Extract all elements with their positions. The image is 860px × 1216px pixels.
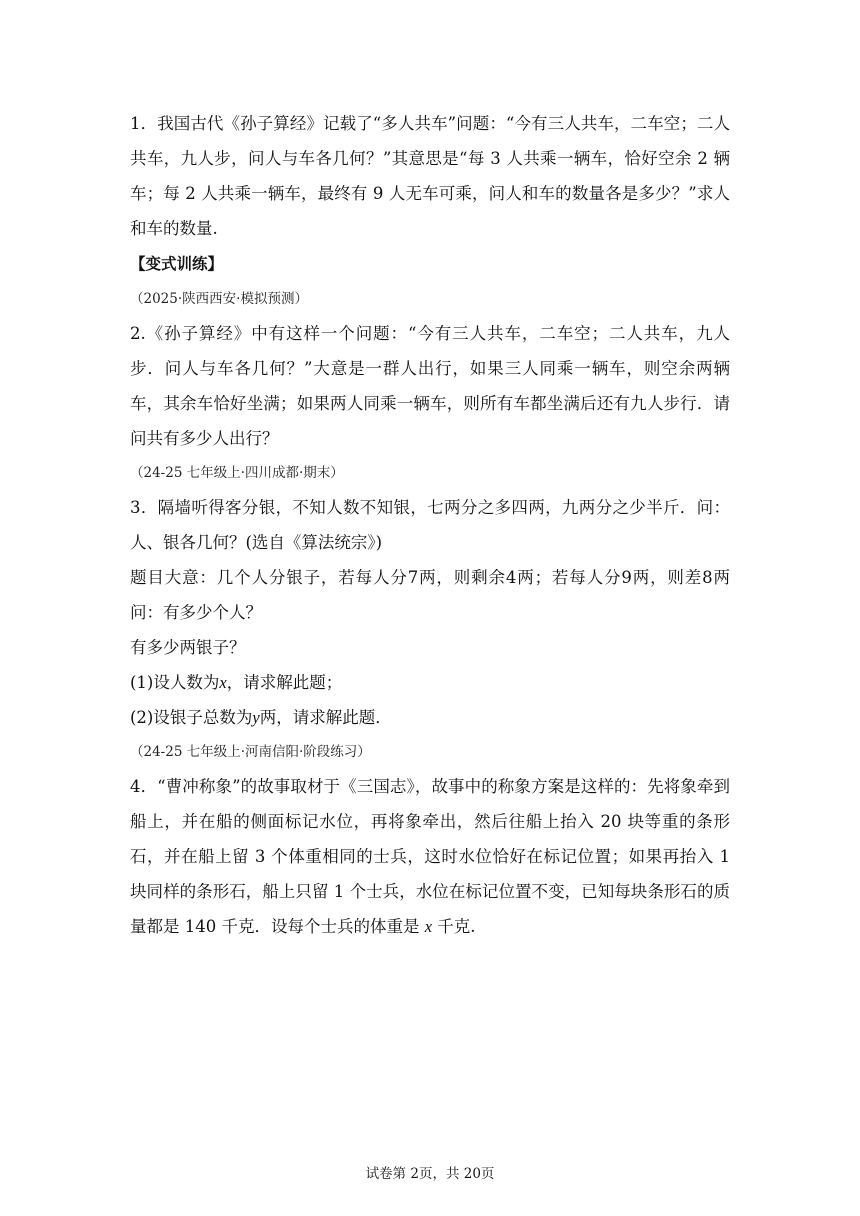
question-3-subquestion-1 bbox=[130, 665, 730, 700]
question-3: 3．隔墙听得客分银，不知人数不知银，七两分之多四两，九两分之少半斤．问：人、银各几何？(选自《算法统宗》) bbox=[130, 498, 730, 552]
section-heading-variant-training: 【变式训练】 bbox=[130, 254, 224, 273]
document-body bbox=[130, 106, 730, 944]
sub2-suffix: 两，请求解此题． bbox=[259, 708, 392, 727]
variable-x-q4: x bbox=[424, 917, 433, 936]
variable-y: y bbox=[252, 708, 260, 727]
question-2-source: （2025·陕西西安·模拟预测） bbox=[130, 291, 308, 307]
question-3-source: （24-25 七年级上·四川成都·期末） bbox=[130, 465, 344, 481]
sub2-prefix: (2)设银子总数为 bbox=[130, 708, 253, 727]
sub1-prefix: (1)设人数为 bbox=[130, 673, 220, 692]
question-4-text-end: 千克. bbox=[432, 917, 476, 936]
question-4 bbox=[130, 769, 730, 944]
question-4-text: 4．“曹冲称象”的故事取材于《三国志》，故事中的称象方案是这样的：先将象牵到船上，并在船的侧面标记水位，再将象牵出，然后往船上抬入 20 块等重的条形石，并在船上留 3 个体重相同的士兵，这时水位恰好在标记位置；如果再抬入 1 块同样的条形石，船上只留 1 个士兵，水位在标记位置不变，已知每块条形石的质量都是 140 千克．设每个士兵的体重是 bbox=[130, 777, 730, 936]
question-4-source: （24-25 七年级上·河南信阳·阶段练习） bbox=[130, 744, 371, 760]
question-3-meaning-continued: 有多少两银子？ bbox=[130, 638, 246, 657]
sub1-suffix: ，请求解此题； bbox=[226, 673, 343, 692]
question-2: 2.《孙子算经》中有这样一个问题：“今有三人共车，二车空；二人共车，九人步．问人与车各几何？”大意是一群人出行，如果三人同乘一辆车，则空余两辆车，其余车恰好坐满；如果两人同乘一辆车，则所有车都坐满后还有九人步行．请问共有多少人出行？ bbox=[130, 324, 730, 448]
question-3-subquestion-2 bbox=[130, 700, 730, 735]
page-footer: 试卷第 2页，共 20页 bbox=[365, 1166, 495, 1182]
question-1: 1．我国古代《孙子算经》记载了“多人共车”问题：“今有三人共车，二车空；二人共车，九人步，问人与车各几何？”其意思是“每 3 人共乘一辆车，恰好空余 2 辆车；每 2 人共乘一辆车，最终有 9 人无车可乘，问人和车的数量各是多少？”求人和车的数量. bbox=[130, 114, 730, 238]
question-3-meaning: 题目大意：几个人分银子，若每人分7两，则剩余4两；若每人分9两，则差8两问：有多少个人？ bbox=[130, 568, 730, 622]
variable-x: x bbox=[219, 673, 227, 692]
